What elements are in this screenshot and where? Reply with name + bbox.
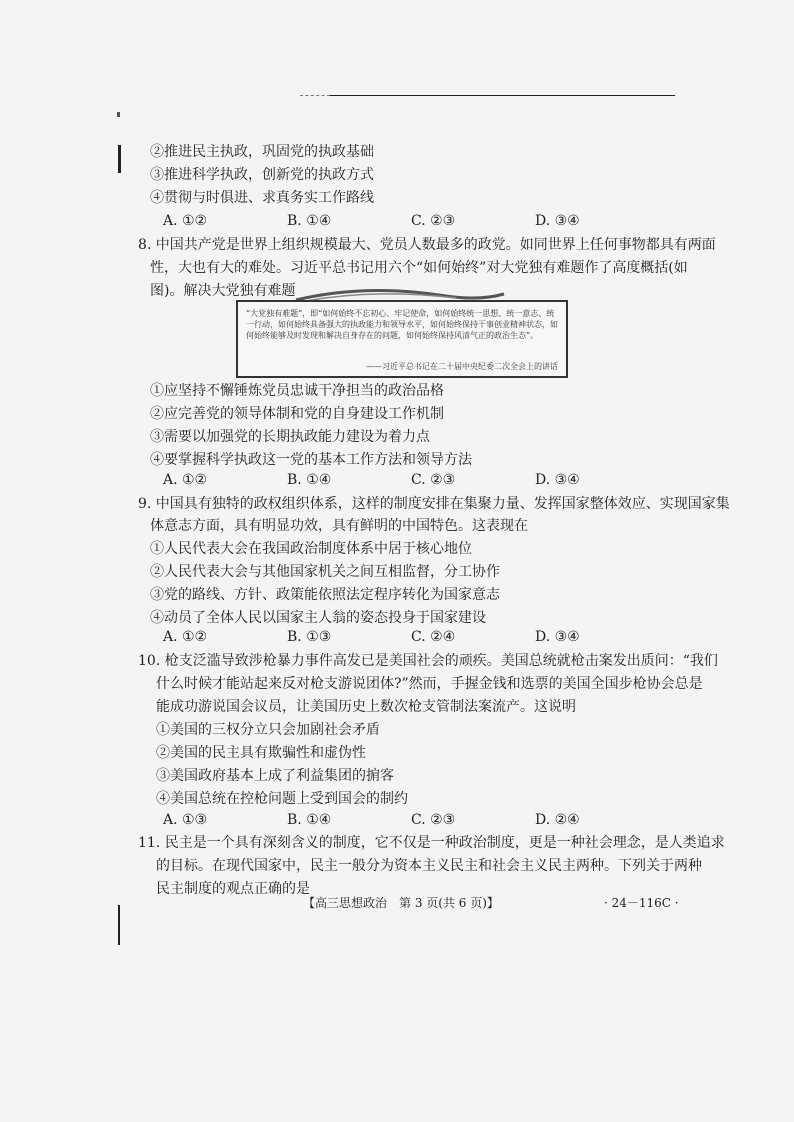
- q8-option-c: C. ②③: [411, 472, 456, 488]
- q11-stem-line-1: 11. 民主是一个具有深刻含义的制度，它不仅是一种政治制度，更是一种社会理念，是人类追求: [138, 835, 725, 851]
- binding-edge-mark: [118, 145, 121, 173]
- quote-figure: [236, 300, 568, 378]
- q8-item-1: ①应坚持不懈锤炼党员忠诚干净担当的政治品格: [150, 383, 444, 399]
- q9-option-a: A. ①②: [163, 629, 208, 645]
- q7-option-a: A. ①②: [163, 213, 208, 229]
- q8-stem-line-1: 8. 中国共产党是世界上组织规模最大、党员人数最多的政党。如同世界上任何事物都具有两面: [138, 237, 716, 253]
- q10-item-2: ②美国的民主具有欺骗性和虚伪性: [156, 745, 366, 761]
- q10-stem-line-1: 10. 枪支泛滥导致涉枪暴力事件高发已是美国社会的顽疾。美国总统就枪击案发出质问：“我们: [138, 653, 718, 669]
- q7-item-3: ③推进科学执政，创新党的执政方式: [150, 167, 374, 183]
- q8-option-b: B. ①④: [287, 472, 332, 488]
- q10-stem-line-3: 能成功游说国会议员，让美国历史上数次枪支管制法案流产。这说明: [156, 699, 576, 715]
- q10-stem-line-2: 什么时候才能站起来反对枪支游说团体?”然而，手握金钱和选票的美国全国步枪协会总是: [156, 676, 703, 692]
- binding-edge-mark: [118, 905, 120, 945]
- q10-item-4: ④美国总统在控枪问题上受到国会的制约: [156, 791, 408, 807]
- scan-dash-line: [300, 95, 330, 96]
- header-rule: [330, 95, 675, 96]
- q8-item-4: ④要掌握科学执政这一党的基本工作方法和领导方法: [150, 452, 472, 468]
- q10-item-1: ①美国的三权分立只会加剧社会矛盾: [156, 722, 380, 738]
- q11-stem-line-2: 的目标。在现代国家中，民主一般分为资本主义民主和社会主义民主两种。下列关于两种: [156, 858, 702, 874]
- page-footer: 【高三思想政治 第 3 页(共 6 页)】: [303, 896, 499, 910]
- q8-stem-line-2: 性，大也有大的难处。习近平总书记用六个“如何始终”对大党独有难题作了高度概括(如: [150, 260, 688, 276]
- q9-option-c: C. ②④: [411, 629, 456, 645]
- q7-item-2: ②推进民主执政，巩固党的执政基础: [150, 144, 374, 160]
- q7-item-4: ④贯彻与时俱进、求真务实工作路线: [150, 190, 374, 206]
- q8-stem-line-3: 图)。解决大党独有难题: [150, 283, 296, 299]
- paper-code: · 24－116C ·: [604, 896, 679, 910]
- q9-option-d: D. ③④: [535, 629, 580, 645]
- q10-option-d: D. ②④: [535, 812, 580, 828]
- q10-option-c: C. ②③: [411, 812, 456, 828]
- q9-stem-line-1: 9. 中国具有独特的政权组织体系，这样的制度安排在集聚力量、发挥国家整体效应、实现国家集: [138, 496, 730, 512]
- q7-option-c: C. ②③: [411, 213, 456, 229]
- q9-item-1: ①人民代表大会在我国政治制度体系中居于核心地位: [150, 541, 472, 557]
- q7-option-b: B. ①④: [287, 213, 332, 229]
- q7-option-d: D. ③④: [535, 213, 580, 229]
- q8-item-3: ③需要以加强党的长期执政能力建设为着力点: [150, 429, 430, 445]
- scan-speck: [117, 112, 120, 117]
- q11-stem-line-3: 民主制度的观点正确的是: [156, 881, 310, 897]
- quote-source: ——习近平总书记在二十届中央纪委二次全会上的讲话: [366, 362, 558, 371]
- q8-item-2: ②应完善党的领导体制和党的自身建设工作机制: [150, 406, 444, 422]
- q8-option-a: A. ①②: [163, 472, 208, 488]
- q10-option-a: A. ①③: [163, 812, 208, 828]
- q9-item-4: ④动员了全体人民以国家主人翁的姿态投身于国家建设: [150, 610, 486, 626]
- q8-option-d: D. ③④: [535, 472, 580, 488]
- q10-item-3: ③美国政府基本上成了利益集团的掮客: [156, 768, 394, 784]
- q9-option-b: B. ①③: [287, 629, 332, 645]
- q9-stem-line-2: 体意志方面，具有明显功效，具有鲜明的中国特色。这表现在: [150, 518, 528, 534]
- quote-text: “大党独有难题”，即“如何始终不忘初心、牢记使命，如何始终统一思想、统一意志、统一行动，如何始终具备强大的执政能力和领导水平，如何始终保持干事创业精神状态，如何始终能够及时发现和解决自身存在的问题，如何始终保持风清气正的政治生态”。: [246, 309, 558, 340]
- q9-item-2: ②人民代表大会与其他国家机关之间互相监督，分工协作: [150, 564, 500, 580]
- q9-item-3: ③党的路线、方针、政策能依照法定程序转化为国家意志: [150, 587, 500, 603]
- q10-option-b: B. ①④: [287, 812, 332, 828]
